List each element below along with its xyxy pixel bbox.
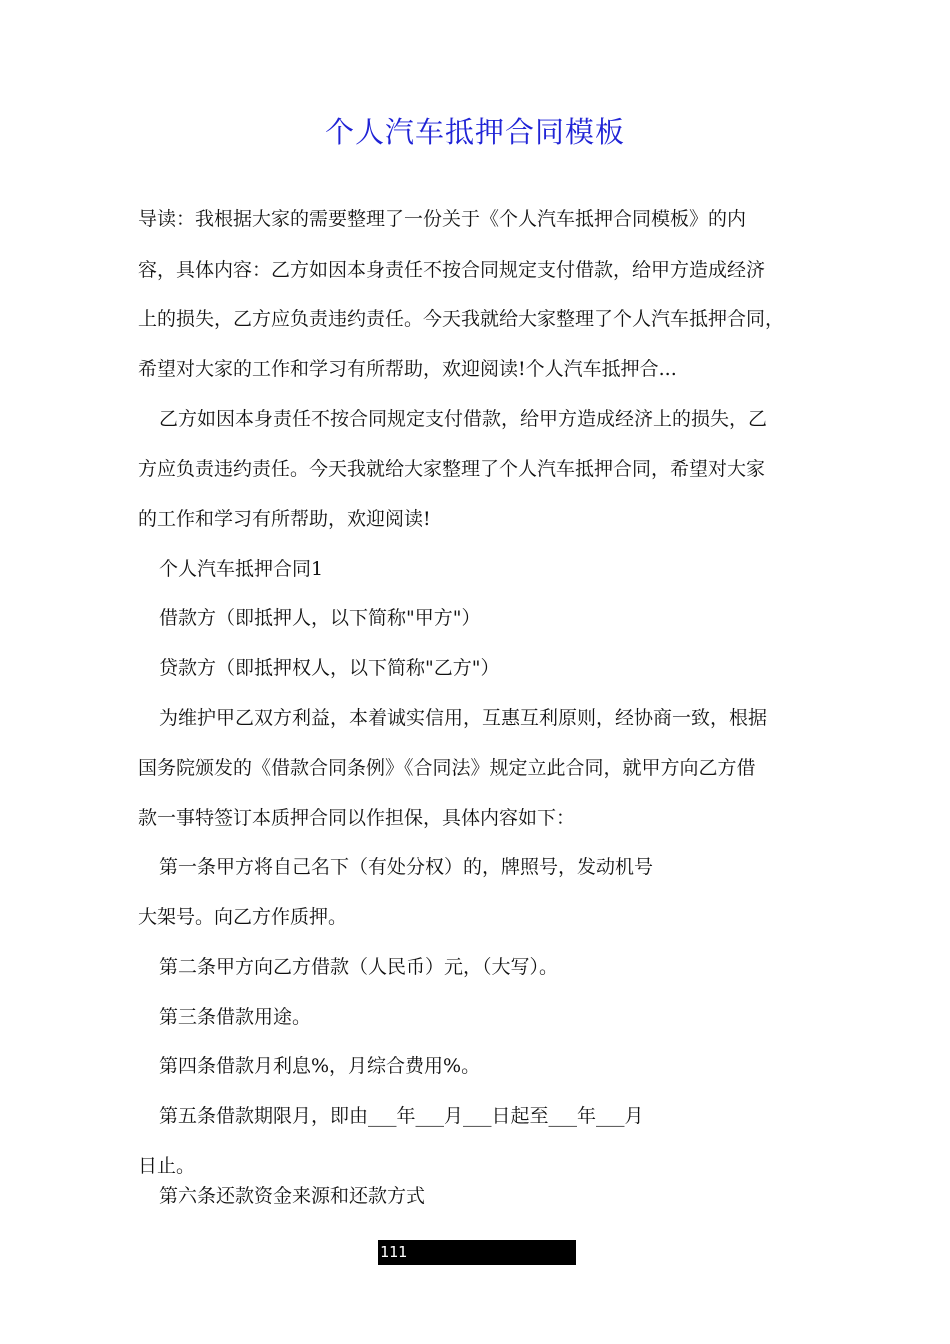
- clause-line: 日止。: [138, 1155, 196, 1177]
- paragraph-line: 上的损失，乙方应负责违约责任。今天我就给大家整理了个人汽车抵押合同，: [138, 308, 785, 330]
- paragraph-line: 款一事特签订本质押合同以作担保，具体内容如下：: [138, 807, 576, 829]
- clause-line: 第五条借款期限月，即由___年___月___日起至___年___月: [159, 1105, 644, 1127]
- clause-line: 第三条借款用途。: [159, 1006, 312, 1028]
- paragraph-line: 乙方如因本身责任不按合同规定支付借款，给甲方造成经济上的损失，乙: [159, 408, 768, 430]
- clause-line: 第二条甲方向乙方借款（人民币）元，（大写）。: [159, 956, 559, 978]
- paragraph-line: 导读：我根据大家的需要整理了一份关于《个人汽车抵押合同模板》的内: [138, 208, 747, 230]
- clause-line: 第六条还款资金来源和还款方式: [159, 1185, 426, 1207]
- paragraph-line: 容，具体内容：乙方如因本身责任不按合同规定支付借款，给甲方造成经济: [138, 259, 766, 281]
- clause-line: 第一条甲方将自己名下（有处分权）的，牌照号，发动机号: [159, 856, 654, 878]
- section-heading: 个人汽车抵押合同1: [159, 558, 324, 580]
- clause-line: 第四条借款月利息%，月综合费用%。: [159, 1055, 481, 1077]
- page-title: 个人汽车抵押合同模板: [324, 115, 625, 149]
- footer-bar: [378, 1240, 576, 1265]
- paragraph-line: 为维护甲乙双方利益，本着诚实信用，互惠互利原则，经协商一致，根据: [159, 707, 768, 729]
- clause-line: 大架号。向乙方作质押。: [138, 906, 348, 928]
- paragraph-line: 贷款方（即抵押权人，以下简称"乙方"）: [159, 657, 500, 679]
- paragraph-line: 方应负责违约责任。今天我就给大家整理了个人汽车抵押合同，希望对大家: [138, 458, 766, 480]
- paragraph-line: 借款方（即抵押人，以下简称"甲方"）: [159, 607, 481, 629]
- paragraph-line: 国务院颁发的《借款合同条例》《合同法》规定立此合同，就甲方向乙方借: [138, 757, 756, 779]
- paragraph-line: 希望对大家的工作和学习有所帮助，欢迎阅读!个人汽车抵押合...: [138, 358, 677, 380]
- paragraph-line: 的工作和学习有所帮助，欢迎阅读!: [138, 508, 431, 530]
- page-number: 111: [380, 1243, 408, 1261]
